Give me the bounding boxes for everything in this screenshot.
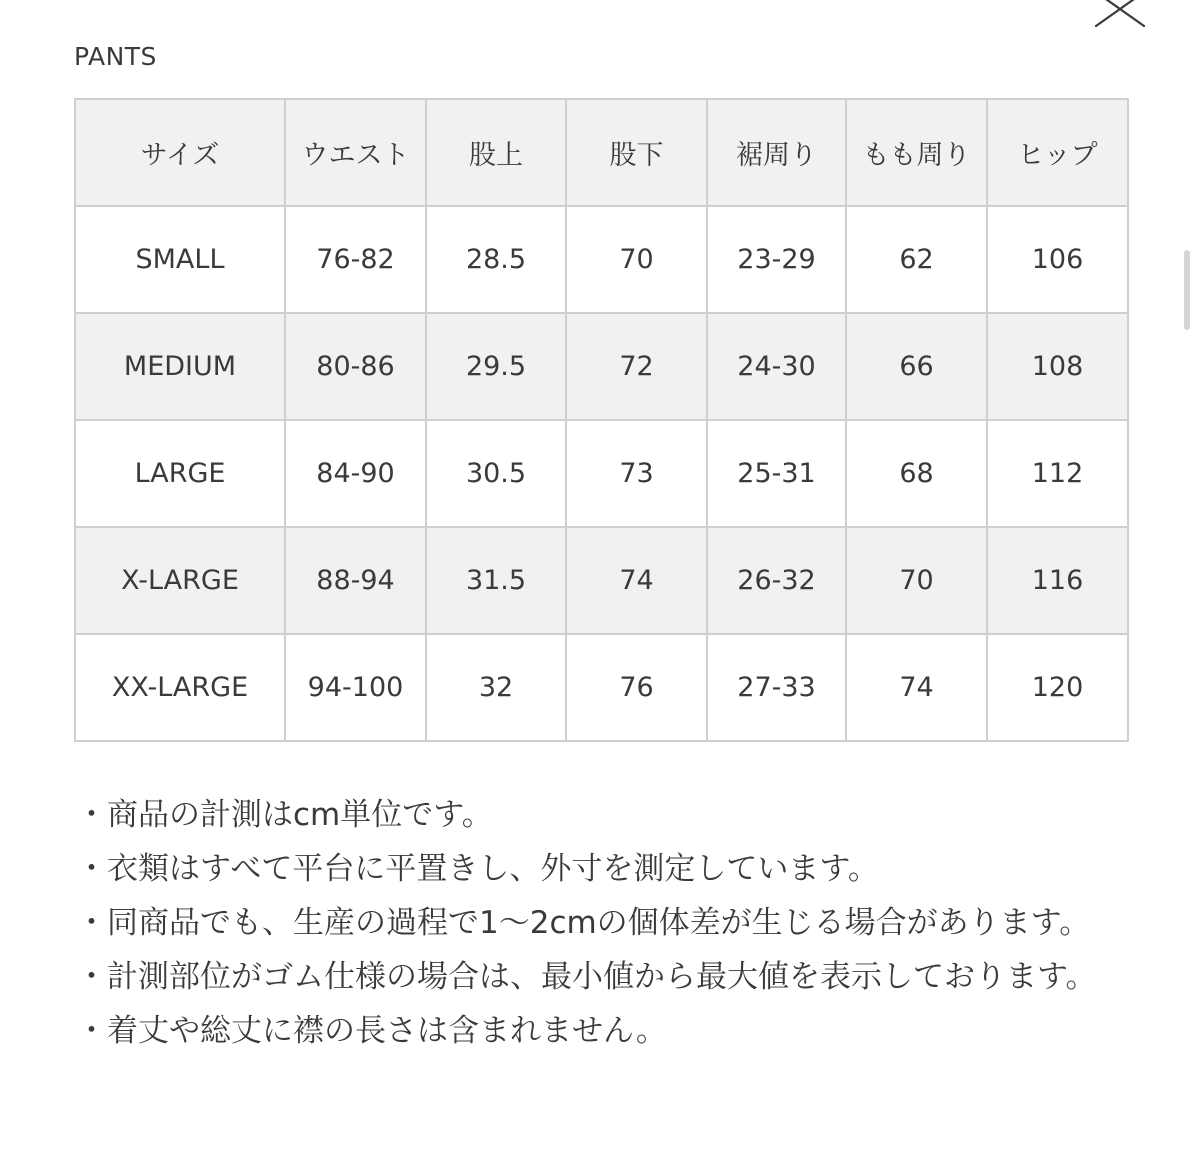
- table-cell: 29.5: [426, 313, 566, 420]
- measurement-notes: [76, 788, 1136, 1058]
- table-cell: 116: [987, 527, 1128, 634]
- scrollbar[interactable]: [1184, 250, 1190, 330]
- table-cell: 25-31: [707, 420, 846, 527]
- table-cell: 94-100: [285, 634, 426, 741]
- size-chart-table: [74, 98, 1129, 742]
- table-cell: LARGE: [75, 420, 285, 527]
- table-header-row: [75, 99, 1128, 206]
- table-cell: 27-33: [707, 634, 846, 741]
- table-row: [75, 313, 1128, 420]
- table-cell: 31.5: [426, 527, 566, 634]
- table-row: [75, 206, 1128, 313]
- table-cell: 84-90: [285, 420, 426, 527]
- note-item: ・商品の計測はcm単位です。: [76, 797, 493, 833]
- table-row: [75, 527, 1128, 634]
- table-cell: 23-29: [707, 206, 846, 313]
- table-cell: 70: [566, 206, 707, 313]
- table-cell: 73: [566, 420, 707, 527]
- table-cell: 76: [566, 634, 707, 741]
- table-row: [75, 634, 1128, 741]
- table-cell: 108: [987, 313, 1128, 420]
- table-cell: 106: [987, 206, 1128, 313]
- table-cell: 72: [566, 313, 707, 420]
- table-cell: 26-32: [707, 527, 846, 634]
- table-row: [75, 420, 1128, 527]
- note-item: ・着丈や総丈に襟の長さは含まれません。: [76, 1013, 667, 1049]
- header-thigh: もも周り: [846, 99, 987, 206]
- table-cell: MEDIUM: [75, 313, 285, 420]
- table-cell: 120: [987, 634, 1128, 741]
- table-cell: 62: [846, 206, 987, 313]
- table-cell: XX-LARGE: [75, 634, 285, 741]
- header-rise: 股上: [426, 99, 566, 206]
- note-item: ・衣類はすべて平台に平置きし、外寸を測定しています。: [76, 851, 879, 887]
- header-waist: ウエスト: [285, 99, 426, 206]
- section-title: PANTS: [74, 42, 157, 71]
- close-button[interactable]: [1094, 0, 1146, 28]
- table-cell: X-LARGE: [75, 527, 285, 634]
- table-cell: 30.5: [426, 420, 566, 527]
- table-cell: 112: [987, 420, 1128, 527]
- header-size: サイズ: [75, 99, 285, 206]
- header-hip: ヒップ: [987, 99, 1128, 206]
- table-cell: SMALL: [75, 206, 285, 313]
- table-cell: 24-30: [707, 313, 846, 420]
- header-inseam: 股下: [566, 99, 707, 206]
- table-cell: 66: [846, 313, 987, 420]
- note-item: ・計測部位がゴム仕様の場合は、最小値から最大値を表示しております。: [76, 959, 1097, 995]
- table-cell: 88-94: [285, 527, 426, 634]
- table-cell: 32: [426, 634, 566, 741]
- table-cell: 70: [846, 527, 987, 634]
- table-cell: 80-86: [285, 313, 426, 420]
- note-item: ・同商品でも、生産の過程で1〜2cmの個体差が生じる場合があります。: [76, 905, 1091, 941]
- close-icon: [1094, 0, 1146, 28]
- table-cell: 28.5: [426, 206, 566, 313]
- table-cell: 74: [566, 527, 707, 634]
- table-cell: 68: [846, 420, 987, 527]
- table-cell: 74: [846, 634, 987, 741]
- header-hem: 裾周り: [707, 99, 846, 206]
- table-cell: 76-82: [285, 206, 426, 313]
